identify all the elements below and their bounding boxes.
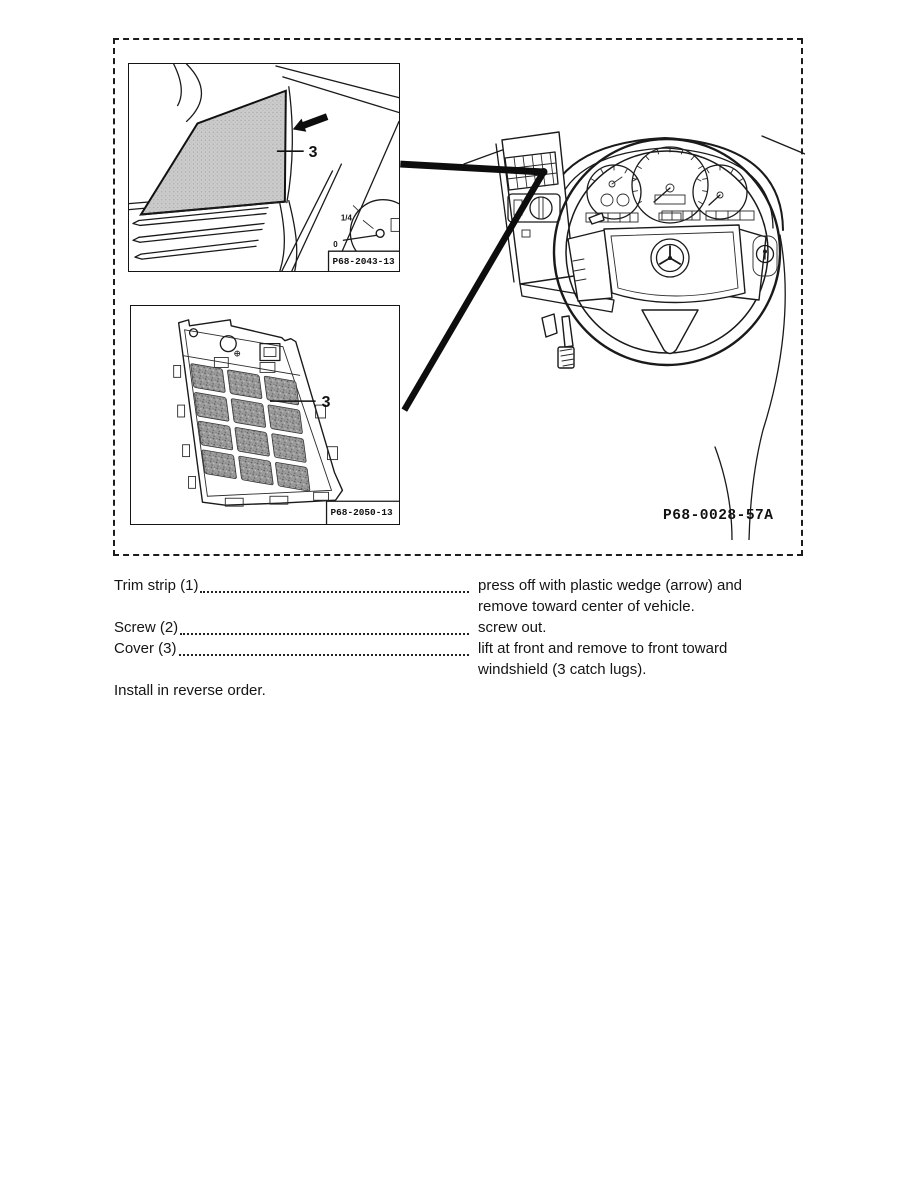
instruction-row-trim-strip — [114, 575, 814, 617]
lower-spoke — [642, 310, 698, 354]
instrument-cluster — [542, 138, 783, 232]
steering-wheel — [554, 139, 780, 365]
cover-drawing — [131, 306, 399, 524]
part-label: Cover (3) — [114, 640, 177, 657]
dotted-leader — [179, 638, 469, 656]
panel-code: P68-2050-13 — [330, 507, 393, 519]
part-label: Screw (2) — [114, 619, 179, 636]
removal-arrow-icon — [293, 113, 329, 131]
windshield-lines — [276, 66, 399, 113]
part-instruction: screw out. — [478, 619, 547, 636]
dotted-leader — [200, 575, 469, 593]
part-label: Trim strip (1) — [114, 577, 199, 594]
panel-code-box — [327, 501, 399, 524]
instruction-row-screw — [114, 617, 814, 638]
trim-strip-part — [141, 87, 292, 215]
fuel-zero-label: 0 — [333, 240, 338, 250]
part-instruction: lift at front and remove to front toward windshield (3 catch lugs). — [478, 640, 728, 678]
panel-code: P68-2043-13 — [332, 256, 395, 268]
mirror-sail-panel — [174, 64, 202, 121]
a-pillar-lines — [282, 121, 399, 271]
fuel-quarter-label: 1/4 — [340, 213, 352, 223]
callout-3-label: 3 — [308, 144, 318, 162]
install-note: Install in reverse order. — [114, 682, 266, 699]
mercedes-star-icon — [651, 239, 689, 277]
part-instruction: press off with plastic wedge (arrow) and remove toward center of vehicle. — [478, 577, 743, 615]
cover-illustration — [130, 305, 400, 525]
instruction-list — [114, 575, 814, 701]
callout-3-label: 3 — [321, 394, 331, 412]
trim-strip-illustration — [128, 63, 400, 272]
trim-strip-drawing — [129, 64, 399, 271]
figure-code: P68-0028-57A — [663, 508, 774, 524]
speedometer — [632, 147, 708, 223]
figure-frame — [113, 38, 803, 556]
panel-code-box — [329, 251, 399, 271]
instruction-row-cover — [114, 638, 814, 680]
steering-wheel-illustration — [462, 100, 805, 540]
dotted-leader — [180, 617, 469, 635]
